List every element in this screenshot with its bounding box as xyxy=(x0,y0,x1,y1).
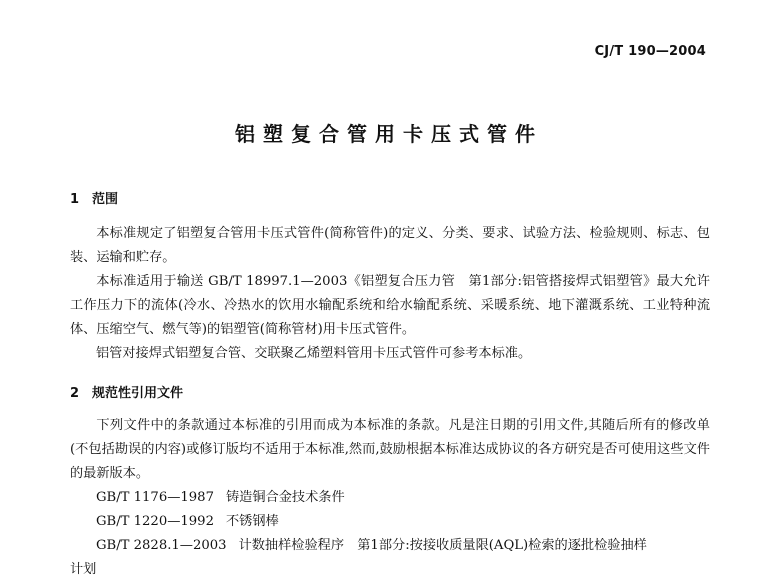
scope-paragraph-2: 本标准适用于输送 GB/T 18997.1—2003《铝塑复合压力管 第1部分:铝管搭接焊式铝塑管》最大允许工作压力下的流体(冷水、冷热水的饮用水输配系统和给水输配系统、采暖系统、地下灌溉系统、工业特种流体、压缩空气、燃气等)的铝塑管(简称管材)用卡压式管件。 xyxy=(70,274,710,337)
reference-code: GB/T 2828.1—2003 xyxy=(96,538,227,553)
reference-title: 计数抽样检验程序 第1部分:按接收质量限(AQL)检索的逐批检验抽样 xyxy=(238,538,647,553)
references-intro-paragraph: 下列文件中的条款通过本标准的引用而成为本标准的条款。凡是注日期的引用文件,其随后所有的修改单(不包括勘误的内容)或修订版均不适用于本标准,然而,鼓励根据本标准达成协议的各方研究是否可使用这些文件的最新版本。 xyxy=(70,418,710,481)
reference-title: 不锈钢棒 xyxy=(225,514,279,529)
scope-paragraph-1: 本标准规定了铝塑复合管用卡压式管件(简称管件)的定义、分类、要求、试验方法、检验规则、标志、包装、运输和贮存。 xyxy=(70,226,710,265)
reference-code: GB/T 1220—1992 xyxy=(96,514,214,529)
document-title: 铝塑复合管用卡压式管件 xyxy=(235,122,543,146)
scope-paragraph-3: 铝管对接焊式铝塑复合管、交联聚乙烯塑料管用卡压式管件可参考本标准。 xyxy=(96,346,532,361)
reference-item xyxy=(96,534,710,558)
reference-title-continuation: 计划 xyxy=(70,562,97,577)
reference-code: GB/T 1176—1987 xyxy=(96,490,214,505)
standard-code: CJ/T 190—2004 xyxy=(594,44,706,59)
section-2-heading xyxy=(70,382,183,401)
section-title: 规范性引用文件 xyxy=(92,386,184,401)
section-title: 范围 xyxy=(92,192,119,207)
reference-title: 铸造铜合金技术条件 xyxy=(225,490,345,505)
reference-item xyxy=(96,510,710,534)
section-number: 2 xyxy=(70,386,80,401)
reference-item xyxy=(96,486,710,510)
section-1-heading xyxy=(70,188,118,207)
section-number: 1 xyxy=(70,192,80,207)
